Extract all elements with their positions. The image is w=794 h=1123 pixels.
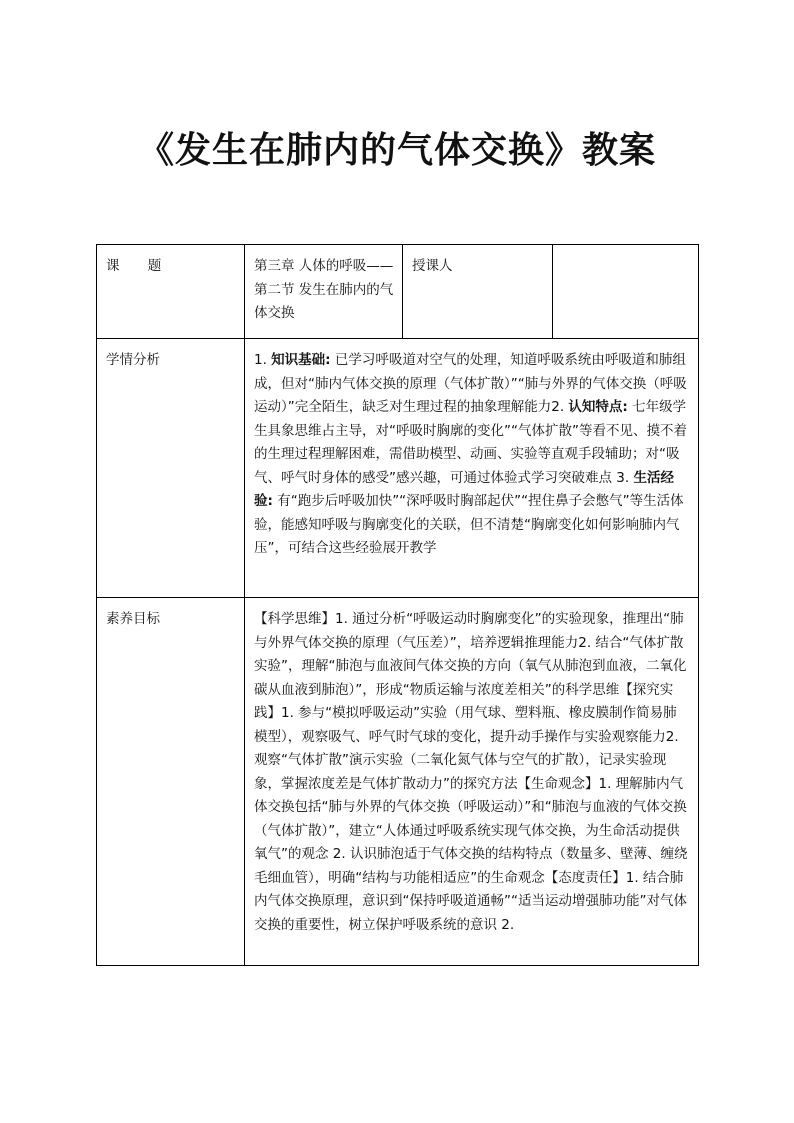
- analysis-p3-heading: 生活经验:: [254, 469, 674, 509]
- table-row-analysis: [97, 339, 699, 598]
- analysis-p2-heading: 认知特点:: [568, 399, 628, 415]
- goals-label-cell: [97, 598, 245, 966]
- lesson-plan-table: [96, 244, 699, 966]
- goals-label: 素养目标: [106, 611, 160, 627]
- teacher-label: 授课人: [412, 258, 453, 274]
- analysis-label: 学情分析: [106, 352, 160, 368]
- teacher-label-cell: [403, 245, 553, 339]
- goal-science-text: 1. 通过分析“呼吸运动时胸廓变化”的实验现象，推理出“肺与外界气体交换的原理（气压差）”，培养逻辑推理能力2. 结合“气体扩散实验”，理解“肺泡与血液间气体交换的方向（氧气从肺泡到血液，二氧化碳从血液到肺泡）”，形成“物质运输与浓度差相关”的科学思维: [254, 611, 687, 698]
- analysis-p1-text: 已学习呼吸道对空气的处理，知道呼吸系统由呼吸道和肺组成，但对“肺内气体交换的原理（气体扩散）”“肺与外界的气体交换（呼吸运动）”完全陌生，缺乏对生理过程的抽象理解能力2.: [254, 352, 687, 415]
- analysis-p1-num: 1.: [254, 352, 272, 368]
- topic-label: 课 题: [106, 258, 174, 274]
- document-title: 《发生在肺内的气体交换》教案: [137, 130, 656, 171]
- table-row-topic: [97, 245, 699, 339]
- topic-value: 第三章 人体的呼吸—— 第二节 发生在肺内的气体交换: [254, 258, 394, 321]
- goal-science-heading: 【科学思维】: [254, 611, 335, 627]
- analysis-label-cell: [97, 339, 245, 598]
- goal-attitude-heading: 【态度责任】: [544, 869, 626, 886]
- analysis-content-cell: [245, 339, 699, 598]
- goal-inquiry-text: 1. 参与“模拟呼吸运动”实验（用气球、塑料瓶、橡皮膜制作简易肺模型），观察吸气、呼气时气球的变化，提升动手操作与实验观察能力2. 观察“气体扩散”演示实验（二氧化氮气体与空气的扩散），记录实验现象，掌握浓度差是气体扩散动力”的探究方法: [254, 705, 679, 792]
- topic-label-cell: [97, 245, 245, 339]
- topic-value-cell: [245, 245, 403, 339]
- goal-life-text: 1. 理解肺内气体交换包括“肺与外界的气体交换（呼吸运动）”和“肺泡与血液的气体交换（气体扩散）”，建立“人体通过呼吸系统实现气体交换，为生命活动提供氧气”的观念 2. 认识肺泡适于气体交换的结构特点（数量多、壁薄、缠绕毛细血管），明确“结构与功能相适应”的生命观念: [254, 775, 688, 886]
- analysis-p1-heading: 知识基础:: [271, 352, 331, 368]
- goal-attitude-text: 1. 结合肺内气体交换原理，意识到“保持呼吸道通畅”“适当运动增强肺功能”对气体交换的重要性，树立保护呼吸系统的意识 2.: [254, 869, 687, 933]
- table-row-goals: [97, 598, 699, 966]
- teacher-value-cell: [553, 245, 699, 339]
- analysis-p3-text: 有“跑步后呼吸加快”“深呼吸时胸部起伏”“捏住鼻子会憋气”等生活体验，能感知呼吸与胸廓变化的关联，但不清楚“胸廓变化如何影响肺内气压”，可结合这些经验展开教学: [254, 493, 684, 556]
- analysis-p2-text: 七年级学生具象思维占主导，对“呼吸时胸廓的变化”“气体扩散”等看不见、摸不着的生理过程理解困难，需借助模型、动画、实验等直观手段辅助；对“吸气、呼气时身体的感受”感兴趣，可通过体验式学习突破难点 3.: [254, 399, 687, 486]
- goal-inquiry-heading: 【探究实践】: [254, 681, 674, 721]
- goal-life-heading: 【生命观念】: [517, 775, 599, 792]
- goals-content-cell: [245, 598, 699, 966]
